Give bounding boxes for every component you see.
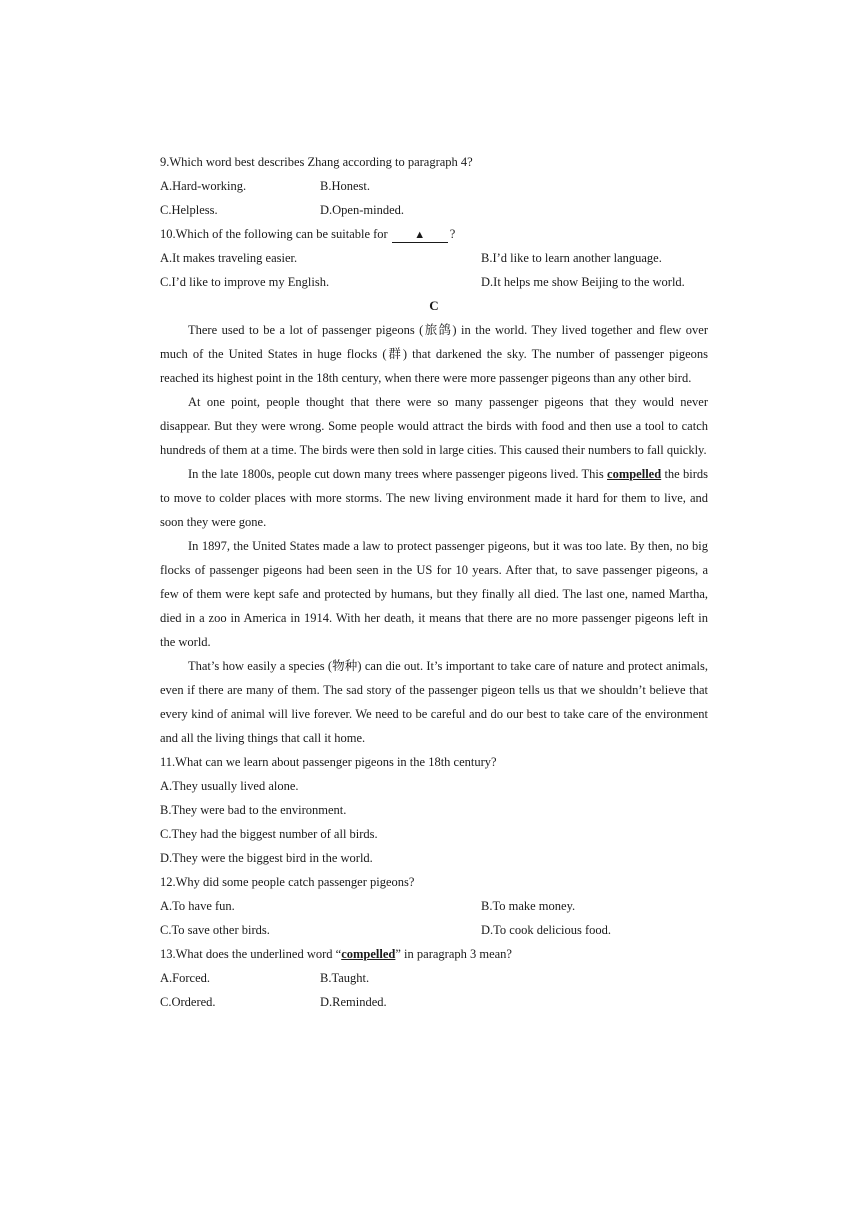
- question-10-option-a[interactable]: A.It makes traveling easier.: [160, 251, 298, 265]
- answer-blank: [392, 228, 448, 243]
- question-12-options-row-1: [160, 894, 708, 918]
- question-11-option-a[interactable]: A.They usually lived alone.: [160, 779, 299, 793]
- passage-paragraph-4: In 1897, the United States made a law to protect passenger pigeons, but it was too late. By then, no big flocks of passenger pigeons had been seen in the US for 10 years. After that, to save passenger pigeons, a few of them were kept safe and protected by humans, but they finally all died. The last one, named Martha, died in a zoo in America in 1914. With her death, it means that there are no more passenger pigeons left in the world.: [160, 539, 708, 649]
- question-10-options-row-1: [160, 246, 708, 270]
- question-13-stem-end: ” in paragraph 3 mean?: [395, 947, 512, 961]
- question-9-option-d[interactable]: D.Open-minded.: [320, 203, 405, 217]
- triangle-icon: ▲: [414, 229, 426, 241]
- exam-page: [160, 150, 708, 1014]
- question-9-option-c[interactable]: C.Helpless.: [160, 203, 218, 217]
- question-12-option-c[interactable]: C.To save other birds.: [160, 923, 270, 937]
- passage-paragraph-1: There used to be a lot of passenger pigeons (旅鸽) in the world. They lived together and flew over much of the United States in huge flocks (群) that darkened the sky. The number of passenger pigeons reached its highest point in the 18th century, when there were more passenger pigeons than any other bird.: [160, 323, 708, 385]
- passage-paragraph-2: At one point, people thought that there were so many passenger pigeons that they would never disappear. But they were wrong. Some people would attract the birds with food and then use a tool to catch hundreds of them at a time. The birds were then sold in large cities. This caused their numbers to fall quickly.: [160, 395, 708, 457]
- question-12-stem: 12.Why did some people catch passenger pigeons?: [160, 875, 415, 889]
- question-13-options-row-1: [160, 966, 708, 990]
- question-10-stem-end: ?: [449, 227, 456, 241]
- question-13-stem: [160, 942, 708, 966]
- question-10-option-d[interactable]: D.It helps me show Beijing to the world.: [481, 275, 685, 289]
- question-9-options-row-1: [160, 174, 708, 198]
- question-13-stem-start: 13.What does the underlined word “: [160, 947, 342, 961]
- question-9-option-b[interactable]: B.Honest.: [320, 179, 370, 193]
- question-13-options-row-2: [160, 990, 708, 1014]
- question-11-option-c[interactable]: C.They had the biggest number of all birds.: [160, 827, 378, 841]
- question-10-stem: [160, 222, 708, 246]
- question-9-option-a[interactable]: A.Hard-working.: [160, 179, 247, 193]
- question-13-option-b[interactable]: B.Taught.: [320, 971, 370, 985]
- question-11-option-b[interactable]: B.They were bad to the environment.: [160, 803, 347, 817]
- question-12-option-d[interactable]: D.To cook delicious food.: [481, 923, 612, 937]
- section-heading: C: [429, 298, 439, 313]
- question-13-option-d[interactable]: D.Reminded.: [320, 995, 387, 1009]
- question-10-options-row-2: [160, 270, 708, 294]
- question-10-option-b[interactable]: B.I’d like to learn another language.: [481, 251, 662, 265]
- paragraph-3-text-end: the birds to move to colder places with more storms. The new living environment made it hard for them to live, and soon they were gone.: [160, 467, 708, 529]
- paragraph-3-text-start: In the late 1800s, people cut down many trees where passenger pigeons lived. This: [188, 467, 608, 481]
- passage-paragraph-3: [160, 462, 708, 534]
- question-12-option-b[interactable]: B.To make money.: [481, 899, 576, 913]
- question-11-option-d[interactable]: D.They were the biggest bird in the world.: [160, 851, 373, 865]
- underlined-word: compelled: [607, 467, 662, 481]
- question-13-option-c[interactable]: C.Ordered.: [160, 995, 216, 1009]
- question-10-stem-text: 10.Which of the following can be suitable for: [160, 227, 388, 241]
- question-9-stem: 9.Which word best describes Zhang according to paragraph 4?: [160, 155, 473, 169]
- passage-paragraph-5: That’s how easily a species (物种) can die out. It’s important to take care of nature and protect animals, even if there are many of them. The sad story of the passenger pigeon tells us that we shouldn’t believe that every kind of animal will live forever. We need to be careful and do our best to take care of the environment and all the living things that call it home.: [160, 659, 708, 745]
- question-13-option-a[interactable]: A.Forced.: [160, 971, 210, 985]
- question-9-options-row-2: [160, 198, 708, 222]
- question-13-underlined-word: compelled: [341, 947, 396, 961]
- question-12-option-a[interactable]: A.To have fun.: [160, 899, 235, 913]
- question-10-option-c[interactable]: C.I’d like to improve my English.: [160, 275, 330, 289]
- question-12-options-row-2: [160, 918, 708, 942]
- question-11-stem: 11.What can we learn about passenger pigeons in the 18th century?: [160, 755, 497, 769]
